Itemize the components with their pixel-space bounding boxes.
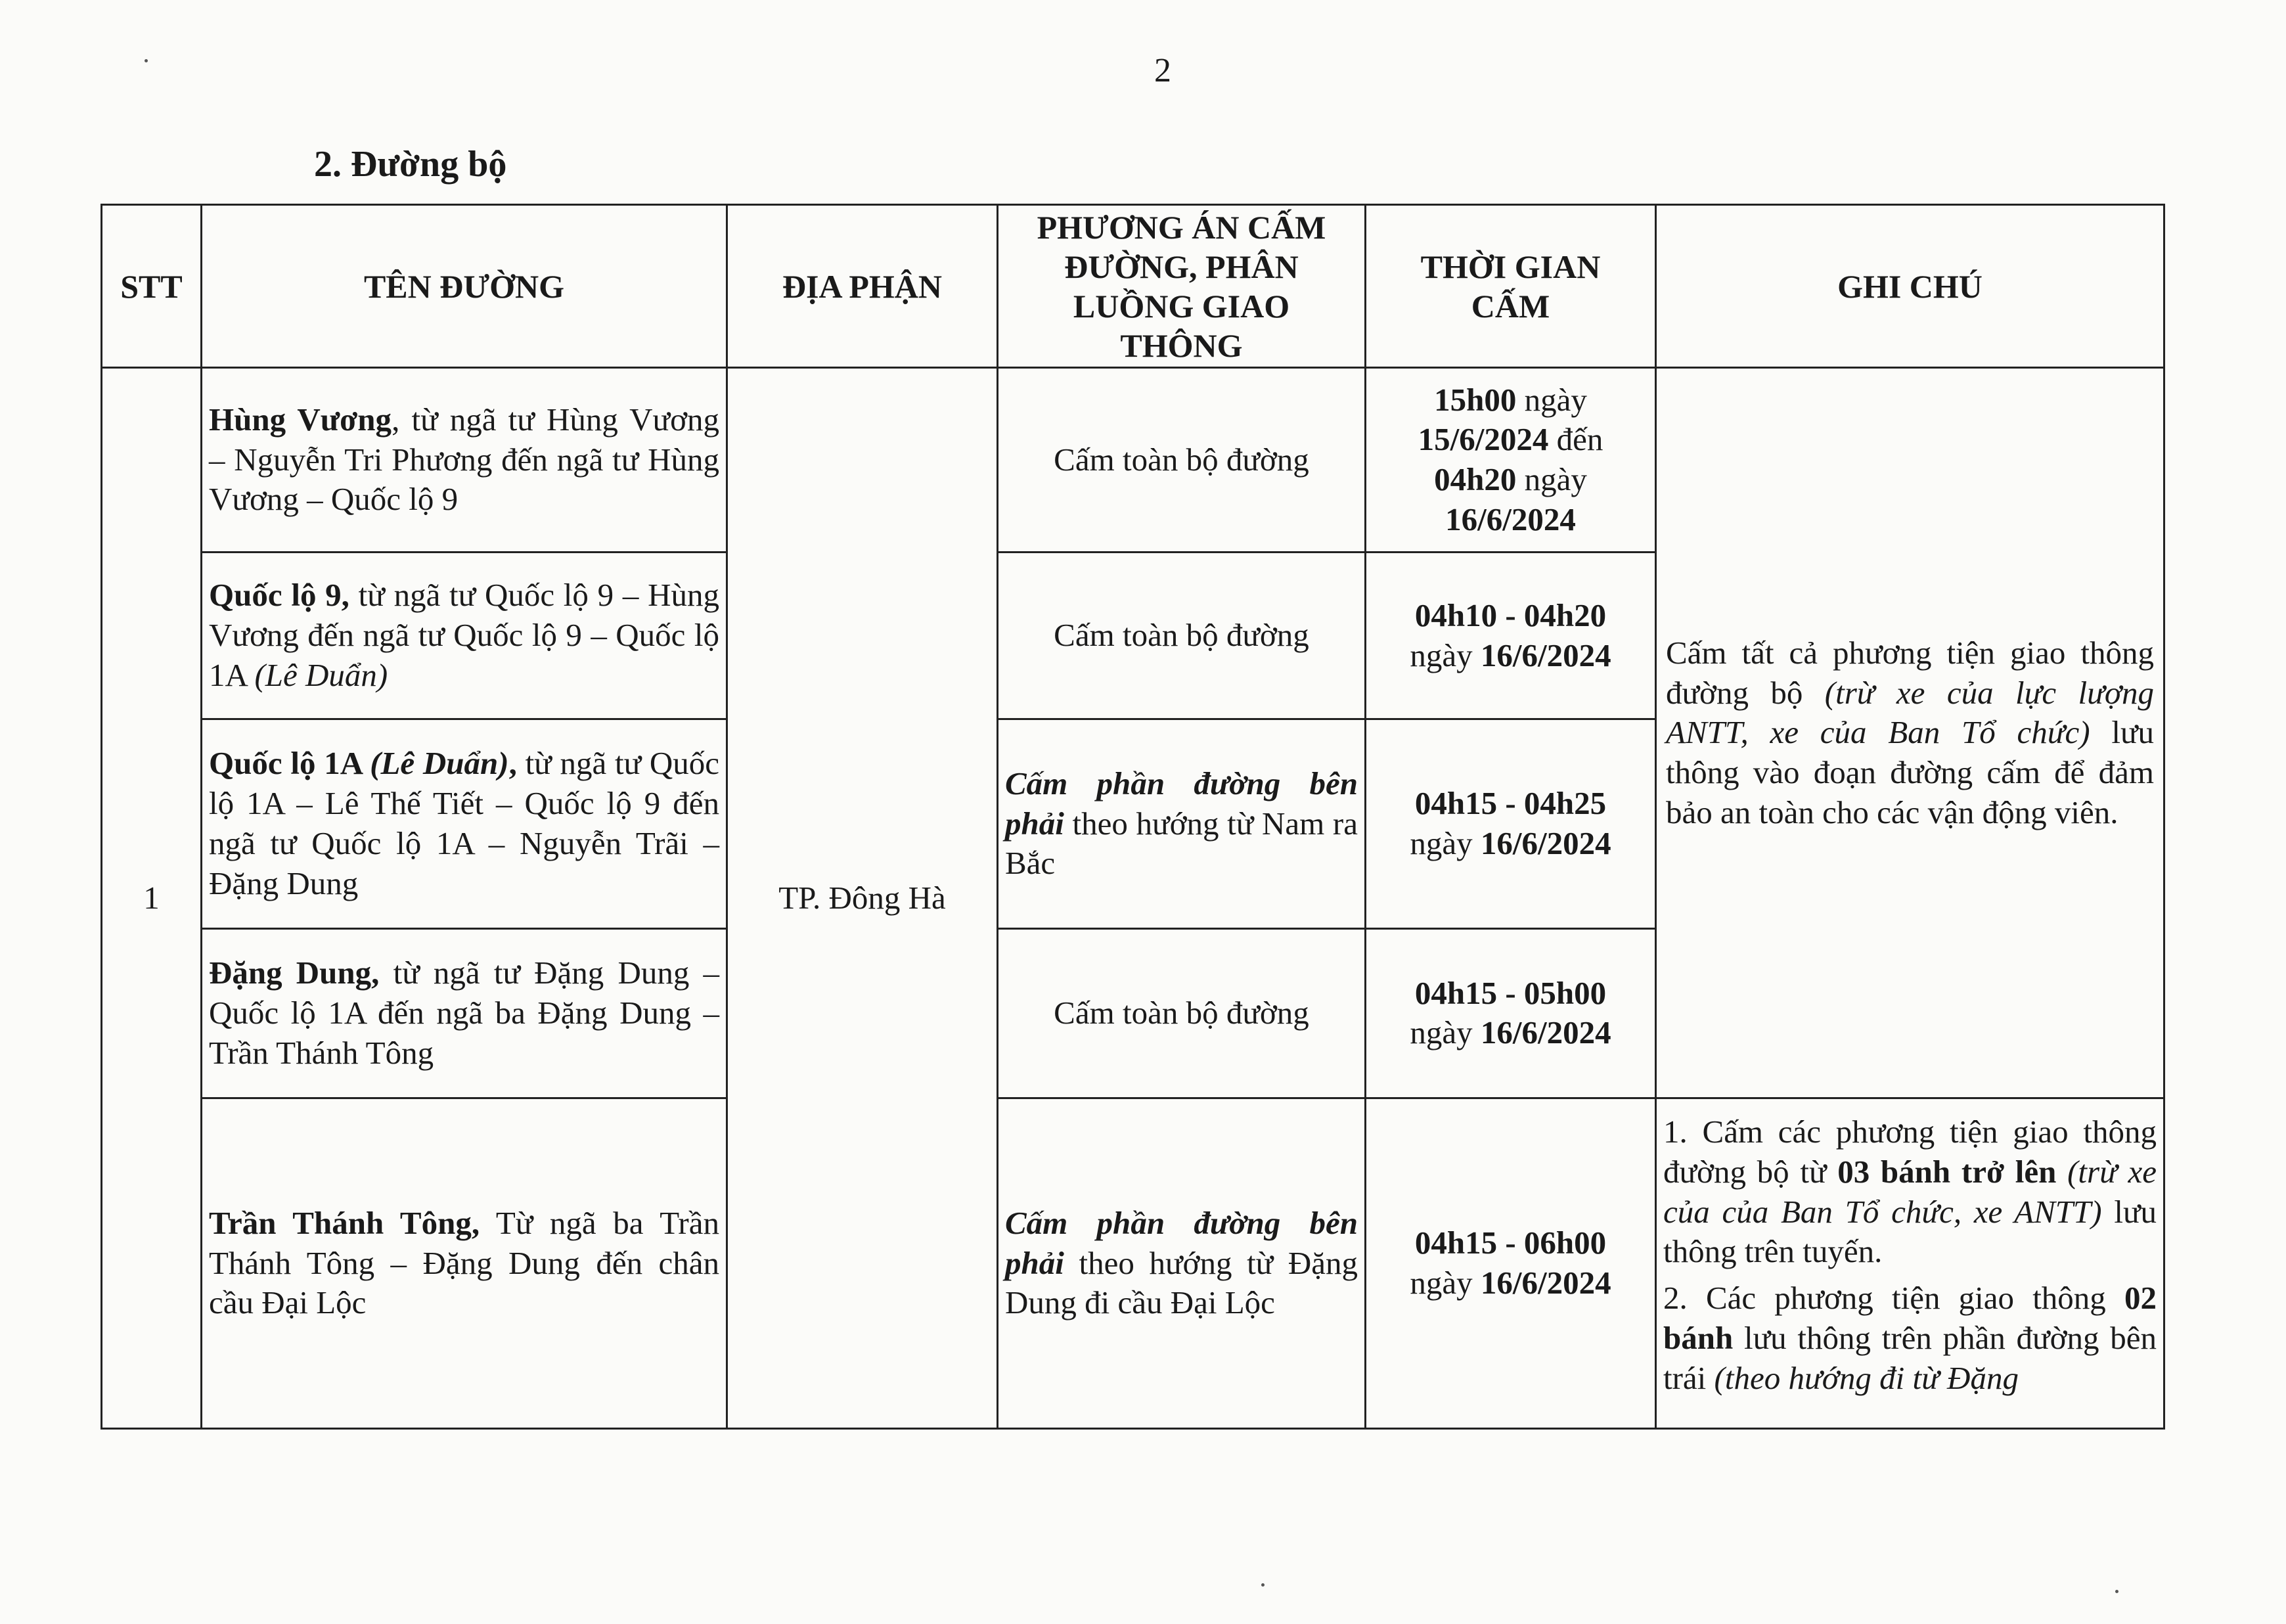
note-text: Cấm tất cả phương tiện giao thông đường bộ — [1666, 634, 2154, 711]
time-cell — [1366, 368, 1656, 552]
road-bold-italic: (Lê Duẩn) — [370, 745, 509, 782]
scan-speck — [145, 59, 148, 62]
time-date: 16/6/2024 — [1480, 824, 1611, 861]
table-row — [102, 1098, 2164, 1429]
header-note: GHI CHÚ — [1656, 205, 2164, 368]
note-text: 1. Cấm các phương tiện giao thông đường bộ từ — [1663, 1114, 2157, 1190]
scan-speck — [2115, 1590, 2118, 1593]
plan-text: theo hướng từ Đặng Dung đi cầu Đại Lộc — [1005, 1244, 1358, 1321]
header-closure-time: THỜI GIAN CẤM — [1366, 205, 1656, 368]
road-description: , từ ngã tư Hùng Vương – Nguyễn Tri Phương đến ngã tư Hùng Vương – Quốc lộ 9 — [209, 401, 720, 518]
time-end: 04h20 — [1434, 461, 1517, 498]
plan-cell — [998, 1098, 1366, 1429]
note-text-rest: lưu thông vào đoạn đường cấm để đảm bảo an toàn cho các vận động viên. — [1666, 714, 2155, 830]
scan-speck — [1261, 1583, 1265, 1587]
road-name-bold: Hùng Vương — [209, 401, 392, 438]
area-cell: TP. Đông Hà — [727, 368, 998, 1429]
plan-cell: Cấm toàn bộ đường — [998, 368, 1366, 552]
table-header-row — [102, 205, 2164, 368]
road-description: từ ngã tư Đặng Dung – Quốc lộ 1A đến ngã ba Đặng Dung – Trần Thánh Tông — [209, 955, 719, 1071]
note-item-1 — [1663, 1112, 2157, 1272]
time-ngay: ngày — [1410, 1014, 1481, 1051]
note-italic: (trừ xe của của Ban Tổ chức, xe ANTT) — [1663, 1153, 2157, 1230]
note-italic: (theo hướng đi từ Đặng — [1714, 1359, 2019, 1396]
time-range: 04h15 - 06h00 — [1414, 1225, 1607, 1261]
time-end-date: 16/6/2024 — [1445, 501, 1576, 537]
note-cell-group — [1656, 368, 2164, 1098]
time-date: 16/6/2024 — [1480, 1265, 1611, 1301]
time-den: đến — [1548, 421, 1603, 458]
plan-bold-italic: Cấm phần đường bên phải — [1005, 765, 1358, 842]
time-range: 04h15 - 05h00 — [1414, 974, 1607, 1011]
road-description: Từ ngã ba Trần Thánh Tông – Đặng Dung đến chân cầu Đại Lộc — [209, 1204, 719, 1321]
header-road-name: TÊN ĐƯỜNG — [202, 205, 727, 368]
section-title: 2. Đường bộ — [314, 144, 507, 185]
time-ngay: ngày — [1516, 461, 1587, 498]
note-text-rest: lưu thông trên tuyến. — [1663, 1193, 2157, 1270]
time-cell — [1366, 552, 1656, 719]
note-text: 2. Các phương tiện giao thông — [1663, 1280, 2124, 1317]
road-name-bold: Quốc lộ 1A — [209, 745, 370, 782]
time-date: 16/6/2024 — [1480, 1014, 1611, 1051]
page-number: 2 — [1154, 52, 1171, 89]
plan-cell — [998, 719, 1366, 929]
road-name-cell — [202, 368, 727, 552]
time-ngay: ngày — [1516, 381, 1587, 418]
header-area: ĐỊA PHẬN — [727, 205, 998, 368]
header-stt: STT — [102, 205, 202, 368]
time-cell — [1366, 1098, 1656, 1429]
note-italic: (trừ xe của lực lượng ANTT, xe của Ban Tổ chức) — [1666, 674, 2154, 751]
note-text: lưu thông trên phần đường bên trái — [1663, 1319, 2157, 1396]
road-name-cell — [202, 552, 727, 719]
time-start: 15h00 — [1434, 381, 1517, 418]
plan-cell: Cấm toàn bộ đường — [998, 552, 1366, 719]
time-range: 04h10 - 04h20 — [1414, 597, 1607, 633]
time-date: 16/6/2024 — [1480, 637, 1611, 673]
time-ngay: ngày — [1410, 1265, 1481, 1301]
time-cell — [1366, 719, 1656, 929]
road-name-bold: Quốc lộ 9, — [209, 577, 349, 614]
time-ngay: ngày — [1410, 824, 1481, 861]
header-traffic-plan: PHƯƠNG ÁN CẤM ĐƯỜNG, PHÂN LUỒNG GIAO THÔNG — [998, 205, 1366, 368]
note-bold: 02 bánh — [1663, 1280, 2157, 1356]
time-range: 04h15 - 04h25 — [1414, 785, 1607, 822]
time-ngay: ngày — [1410, 637, 1481, 673]
table-row — [102, 368, 2164, 552]
note-item-2 — [1663, 1278, 2157, 1398]
road-description: từ ngã tư Quốc lộ 9 – Hùng Vương đến ngã tư Quốc lộ 9 – Quốc lộ 1A — [209, 577, 719, 693]
time-start-date: 15/6/2024 — [1418, 421, 1549, 458]
road-name-bold: Đặng Dung, — [209, 955, 380, 991]
road-name-cell — [202, 719, 727, 929]
road-description: từ ngã tư Quốc lộ 1A – Lê Thế Tiết – Quốc lộ 9 đến ngã tư Quốc lộ 1A – Nguyễn Trãi – Đặng Dung — [209, 745, 719, 901]
plan-cell: Cấm toàn bộ đường — [998, 928, 1366, 1098]
road-comma: , — [508, 745, 517, 782]
note-cell-last — [1656, 1098, 2164, 1429]
note-bold: 03 bánh trở lên — [1837, 1153, 2057, 1190]
road-italic: (Lê Duẩn) — [254, 656, 388, 693]
road-closure-table — [101, 204, 2165, 1430]
time-cell — [1366, 928, 1656, 1098]
row-stt: 1 — [102, 368, 202, 1429]
road-name-bold: Trần Thánh Tông, — [209, 1204, 480, 1241]
note-space — [2056, 1154, 2067, 1190]
plan-bold-italic: Cấm phần đường bên phải — [1005, 1204, 1358, 1281]
road-name-cell — [202, 928, 727, 1098]
road-name-cell — [202, 1098, 727, 1429]
plan-text: theo hướng từ Nam ra Bắc — [1005, 805, 1358, 882]
